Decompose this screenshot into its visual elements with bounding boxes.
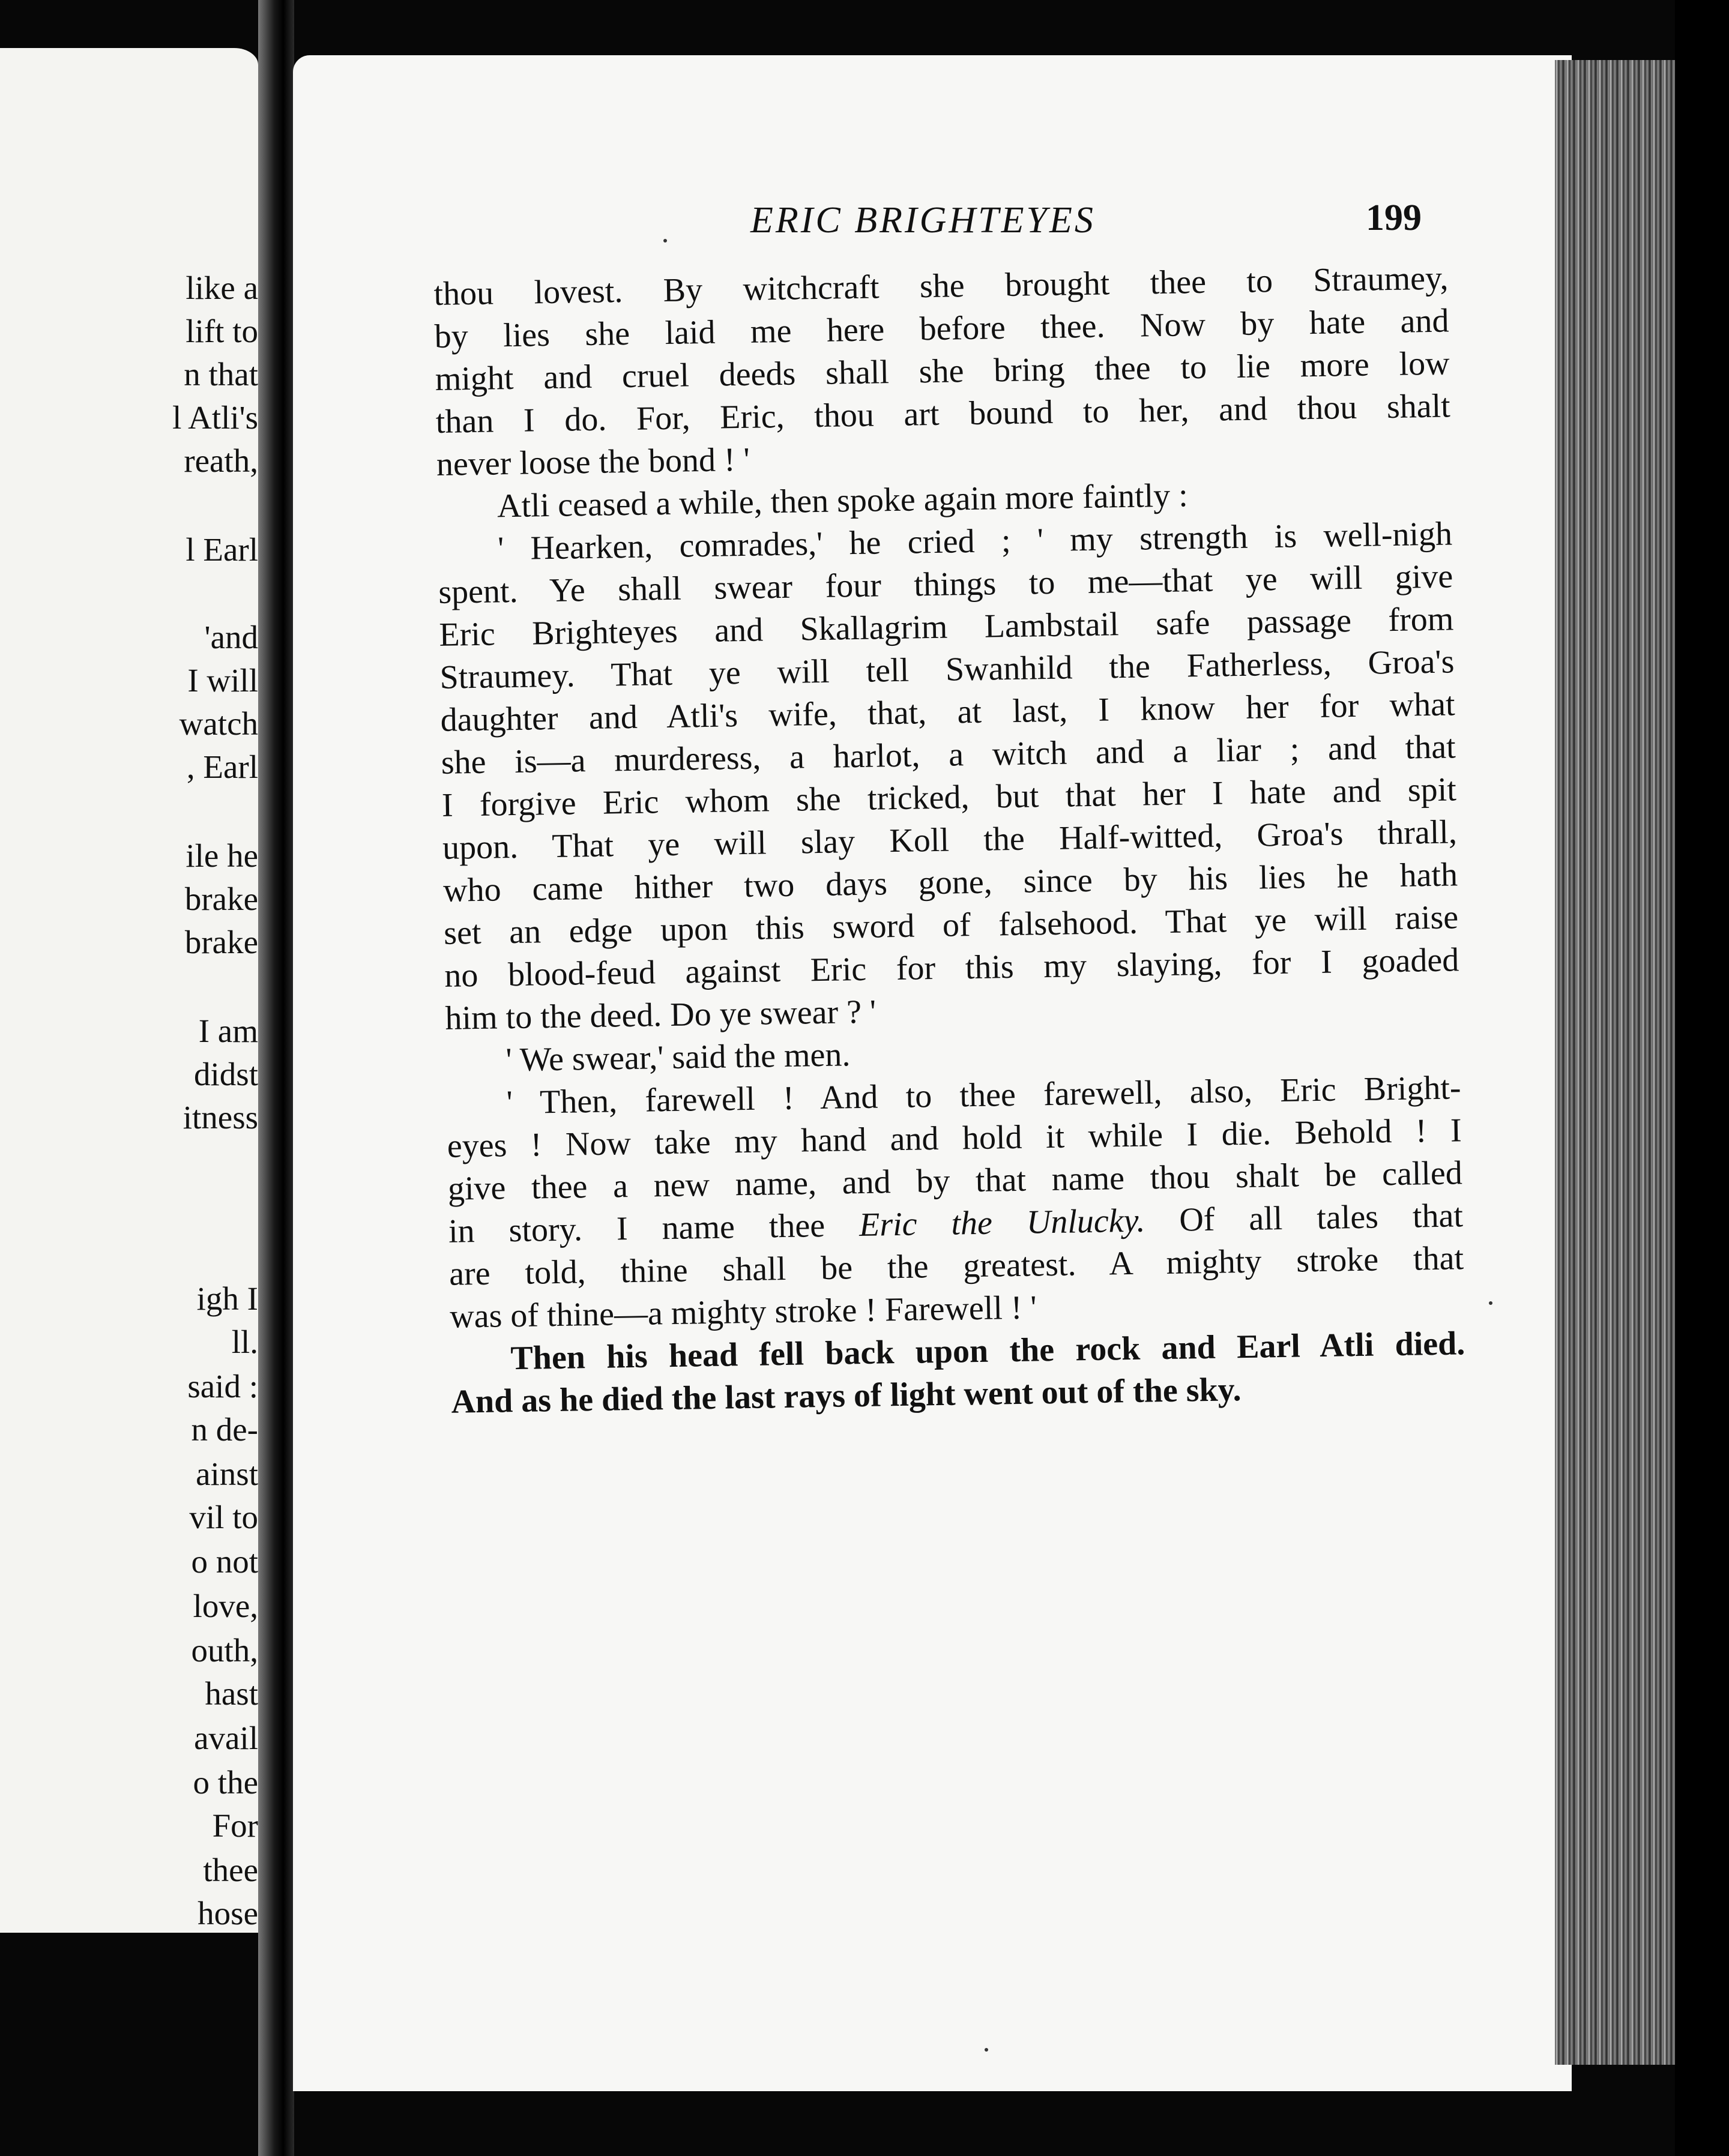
left-page-line: like a [186, 270, 258, 306]
text-line: spent. Ye shall swear four things to me—that ye will give [438, 558, 1453, 611]
text-line: set an edge upon this sword of falsehood. That ye will raise [443, 899, 1459, 952]
left-page-line: I will [187, 662, 258, 699]
ink-speck [985, 2048, 988, 2052]
left-page-line: o the [193, 1764, 258, 1801]
left-page-line: vil to [189, 1499, 258, 1535]
text-line: And as he died the last rays of light went out of the sky. [451, 1371, 1242, 1421]
text-line: who came hither two days gone, since by his lies he hath [442, 856, 1458, 909]
left-page-line: didst [194, 1056, 258, 1092]
left-page-line: brake [184, 881, 258, 917]
page-edges [1555, 60, 1675, 2065]
body-text [433, 257, 1466, 1423]
text-line: Eric Brighteyes and Skallagrim Lambstail safe passage from [438, 600, 1454, 654]
text-line: ' Hearken, comrades,' he cried ; ' my strength is well-nigh [497, 515, 1453, 568]
text-line: Then his head fell back upon the rock and Earl Atli died. [510, 1325, 1465, 1378]
left-page-line: For [212, 1807, 258, 1844]
left-page-line: avail [194, 1720, 258, 1756]
left-page-line: , Earl [186, 748, 258, 785]
text-line: are told, thine shall be the greatest. A mighty stroke that [448, 1239, 1464, 1293]
left-page-line: lift to [186, 313, 258, 349]
book-gutter [258, 0, 294, 2156]
text-line: than I do. For, Eric, thou art bound to her, and thou shalt [435, 387, 1451, 441]
left-page-line: thee [203, 1852, 258, 1888]
background-shadow [1675, 0, 1729, 2156]
left-page-line: 'and [204, 619, 258, 655]
text-line: daughter and Atli's wife, that, at last, I know her for what [440, 685, 1455, 739]
left-page-line: ile he [186, 837, 258, 874]
left-page-line: n de- [191, 1411, 258, 1448]
left-page-line: watch [179, 705, 258, 742]
text-line: by lies she laid me here before thee. Now by hate and [434, 302, 1449, 355]
text-line: Straumey. That ye will tell Swanhild the Fatherless, Groa's [439, 643, 1455, 696]
left-page-line: l Earl [186, 531, 258, 568]
left-page-line: igh I [196, 1280, 258, 1317]
left-page-line: hast [205, 1675, 258, 1712]
left-page-line: reath, [184, 442, 258, 479]
left-page-line: ll. [231, 1323, 258, 1360]
text-line: give thee a new name, and by that name thou shalt be called [447, 1154, 1463, 1208]
ink-speck [663, 239, 667, 242]
text-line: was of thine—a mighty stroke ! Farewell ! ' [449, 1289, 1037, 1335]
left-page-line: love, [193, 1588, 258, 1624]
ink-speck [1489, 1301, 1492, 1305]
text-line: she is—a murderess, a harlot, a witch and a liar ; and that [441, 728, 1456, 781]
left-page-line: ainst [196, 1456, 258, 1492]
left-page-line: hose [198, 1895, 258, 1932]
left-page-line: outh, [191, 1632, 258, 1669]
left-page [0, 48, 258, 1933]
text-line: ' Then, farewell ! And to thee farewell, also, Eric Bright- [506, 1069, 1462, 1122]
text-line: upon. That ye will slay Koll the Half-witted, Groa's thrall, [442, 813, 1458, 867]
text-line: ' We swear,' said the men. [505, 1036, 851, 1079]
text-line: might and cruel deeds shall she bring thee to lie more low [435, 345, 1450, 398]
left-page-line: n that [184, 356, 258, 393]
running-head: ERIC BRIGHTEYES [750, 200, 1096, 241]
text-line: no blood-feud against Eric for this my slaying, for I goaded [444, 941, 1459, 995]
left-page-line: brake [184, 924, 258, 960]
italic-name: Eric the Unlucky. [858, 1202, 1145, 1244]
text-line: never loose the bond ! ' [436, 441, 750, 483]
left-page-line: o not [191, 1543, 258, 1580]
left-page-line: said : [187, 1368, 258, 1405]
left-page-line: I am [198, 1013, 258, 1049]
text-line: him to the deed. Do ye swear ? ' [445, 993, 877, 1037]
text-line: thou lovest. By witchcraft she brought thee to Straumey, [433, 259, 1449, 313]
text-segment: in story. I name thee [448, 1206, 860, 1250]
text-line: eyes ! Now take my hand and hold it while I die. Behold ! I [447, 1112, 1462, 1165]
left-page-line: itness [183, 1099, 258, 1136]
left-page-line: l Atli's [172, 399, 258, 436]
page-number: 199 [1366, 197, 1422, 238]
text-line: Atli ceased a while, then spoke again more faintly : [496, 477, 1189, 525]
text-segment: Of all tales that [1144, 1197, 1464, 1239]
text-line: I forgive Eric whom she tricked, but that her I hate and spit [441, 771, 1457, 824]
